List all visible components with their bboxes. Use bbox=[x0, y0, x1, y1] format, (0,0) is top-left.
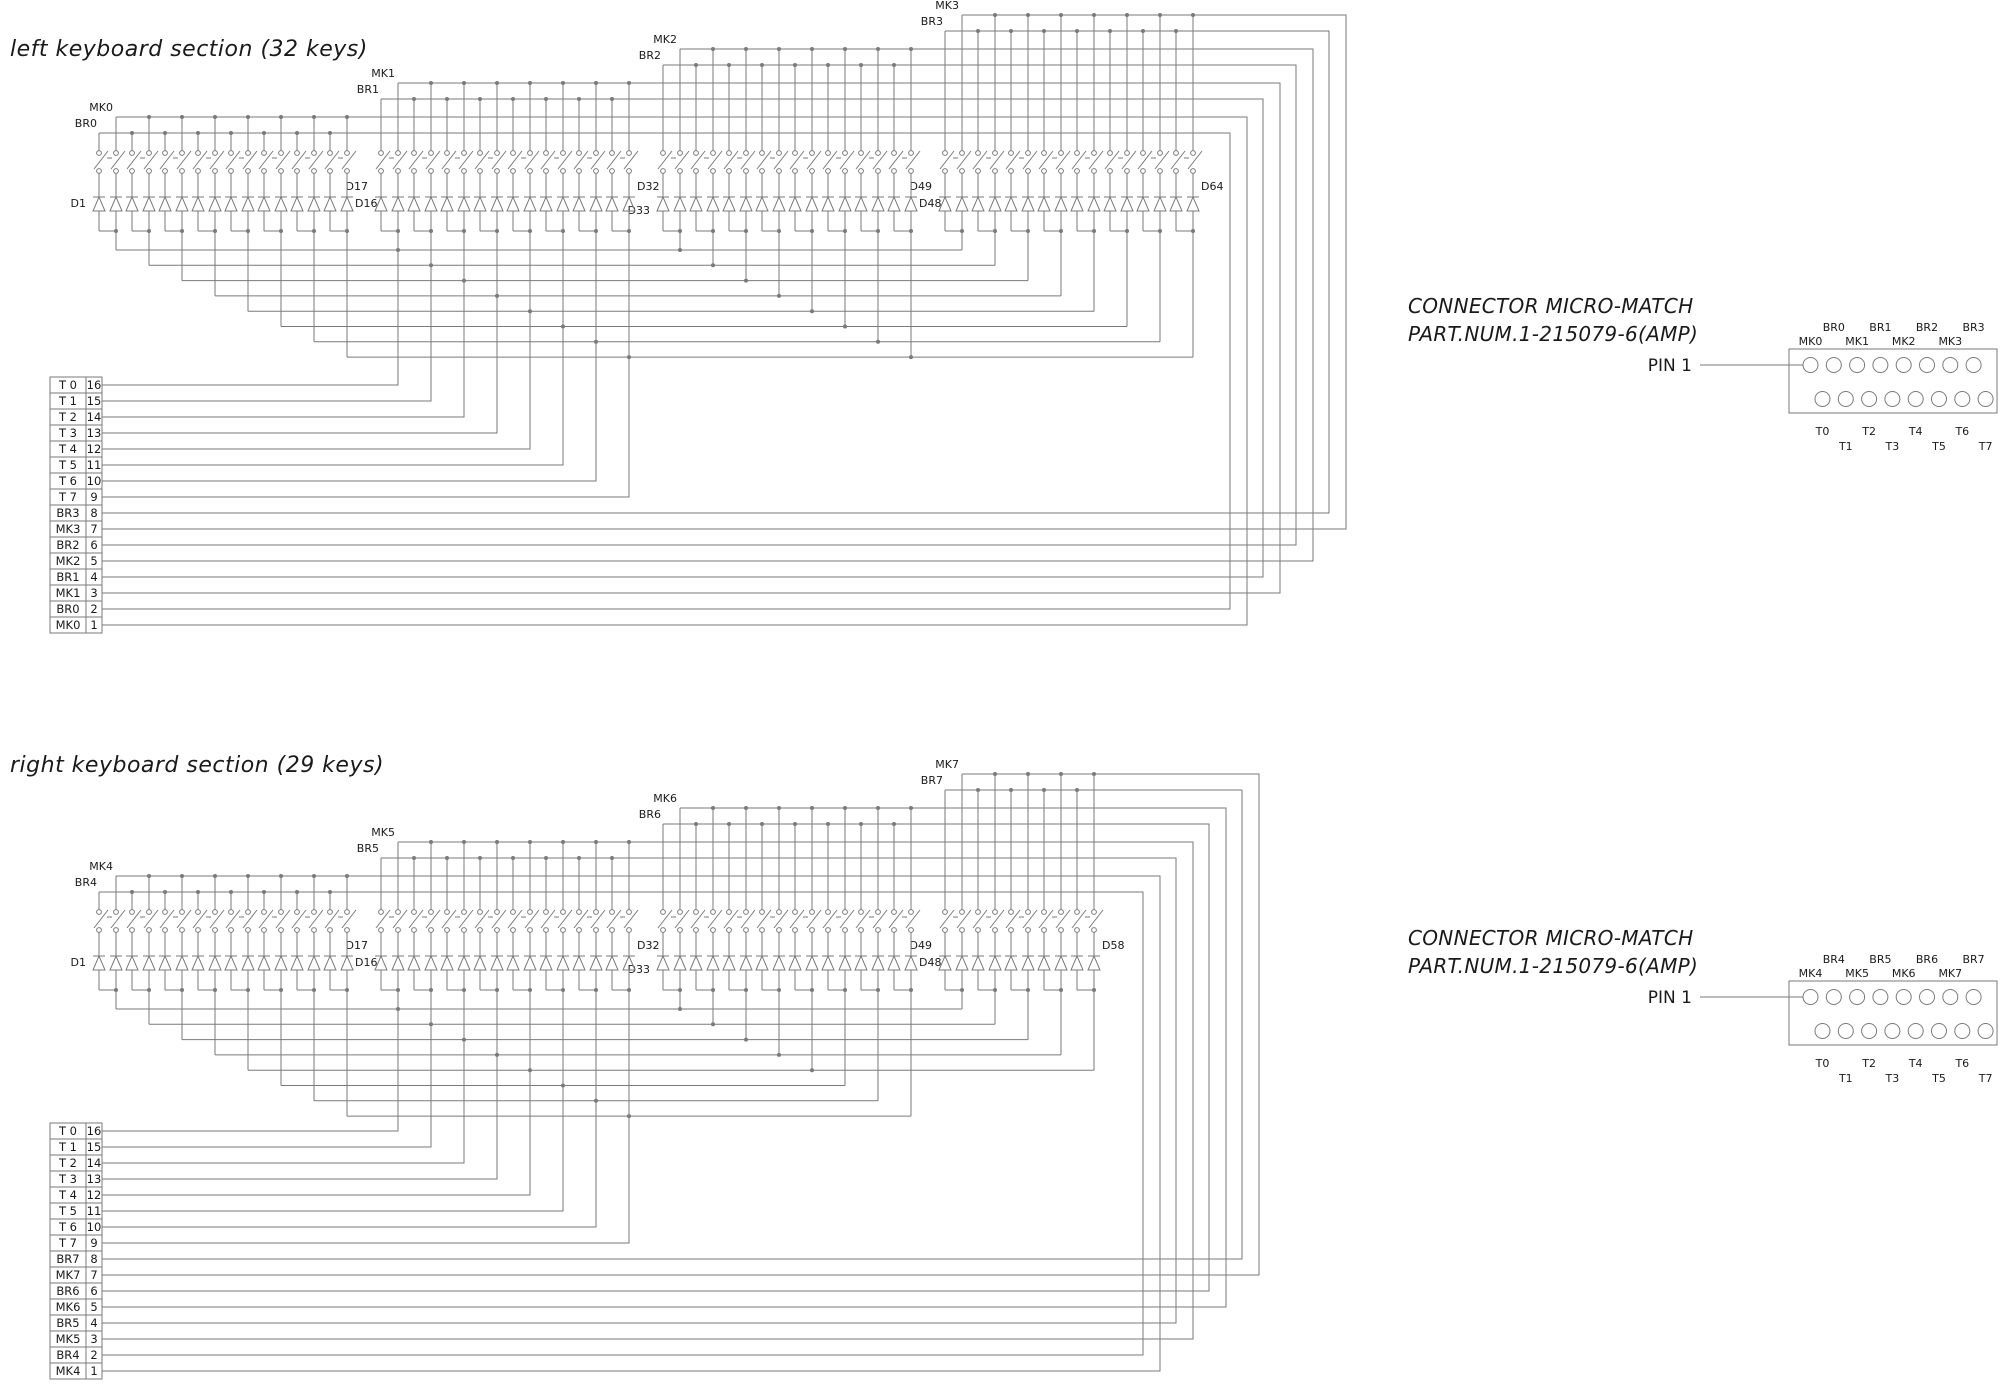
pin-row-signal: BR3 bbox=[56, 506, 80, 521]
pin-row-signal: T 5 bbox=[59, 458, 77, 473]
mk-line-label: MK1 bbox=[371, 67, 395, 80]
mk-line-label: MK3 bbox=[935, 0, 959, 12]
pin-row-signal: T 4 bbox=[59, 442, 77, 457]
pin-row-signal: BR7 bbox=[56, 1252, 80, 1267]
pin-row-number: 2 bbox=[90, 1348, 98, 1363]
connector-pin-hole bbox=[1896, 990, 1911, 1005]
connector-pin-hole bbox=[1862, 392, 1877, 407]
connector-pin-hole bbox=[1862, 1024, 1877, 1039]
pin-row-number: 9 bbox=[90, 1236, 98, 1251]
pin-row-signal: T 3 bbox=[59, 1172, 77, 1187]
connector-pin-hole bbox=[1873, 358, 1888, 373]
connector-pin-hole bbox=[1826, 990, 1841, 1005]
connector-top-label: BR2 bbox=[1915, 321, 1939, 334]
connector-bottom-label: T0 bbox=[1815, 1057, 1830, 1070]
section-title: left keyboard section (32 keys) bbox=[10, 37, 368, 62]
schematic-wires bbox=[50, 774, 1803, 1379]
connector-pin-hole bbox=[1943, 990, 1958, 1005]
pin-row-number: 7 bbox=[90, 1268, 98, 1283]
pin-row-signal: BR6 bbox=[56, 1284, 80, 1299]
pin-row-number: 4 bbox=[90, 1316, 98, 1331]
pin-row-signal: T 5 bbox=[59, 1204, 77, 1219]
diode-start-label: D17 bbox=[345, 939, 368, 952]
pin-row-signal: T 4 bbox=[59, 1188, 77, 1203]
pin-row-number: 16 bbox=[86, 378, 102, 393]
pin-row-number: 11 bbox=[86, 458, 102, 473]
pin-row-number: 14 bbox=[86, 1156, 102, 1171]
br-line-label: BR5 bbox=[356, 842, 379, 855]
pin-row-signal: T 1 bbox=[59, 394, 77, 409]
pin-row-signal: BR0 bbox=[56, 602, 80, 617]
connector-pin-hole bbox=[1978, 392, 1993, 407]
connector-pin-hole bbox=[1885, 392, 1900, 407]
connector-top-label: BR0 bbox=[1822, 321, 1845, 334]
connector-top-label: BR4 bbox=[1822, 953, 1845, 966]
mk-line-label: MK0 bbox=[89, 101, 113, 114]
pin-row-number: 5 bbox=[90, 1300, 98, 1315]
pin-row-signal: T 0 bbox=[59, 1124, 77, 1139]
pin-row-number: 5 bbox=[90, 554, 98, 569]
pin-row-signal: T 6 bbox=[59, 1220, 77, 1235]
diode-end-label: D48 bbox=[919, 197, 942, 210]
connector-bottom-label: T1 bbox=[1838, 1072, 1853, 1085]
connector-top-label: MK7 bbox=[1938, 967, 1963, 980]
connector-top-label: BR3 bbox=[1962, 321, 1985, 334]
diode-start-label: D1 bbox=[70, 197, 86, 210]
keyboard-section bbox=[10, 753, 1997, 1379]
pin-row-signal: T 1 bbox=[59, 1140, 77, 1155]
diode-start-label: D33 bbox=[627, 204, 650, 217]
micro-match-connector bbox=[1408, 926, 1997, 1085]
connector-pin-hole bbox=[1966, 358, 1981, 373]
pin-row-signal: BR2 bbox=[56, 538, 80, 553]
connector-top-label: BR6 bbox=[1915, 953, 1939, 966]
connector-pin-hole bbox=[1815, 392, 1830, 407]
connector-top-label: MK3 bbox=[1938, 335, 1963, 348]
connector-body bbox=[1789, 349, 1997, 413]
connector-bottom-label: T2 bbox=[1862, 1057, 1876, 1070]
connector-pin-hole bbox=[1978, 1024, 1993, 1039]
pin-row-number: 3 bbox=[90, 586, 98, 601]
connector-top-label: MK5 bbox=[1845, 967, 1869, 980]
br-line-label: BR0 bbox=[74, 117, 97, 130]
pin-row-signal: MK2 bbox=[55, 554, 81, 569]
connector-bottom-label: T6 bbox=[1955, 425, 1970, 438]
br-line-label: BR7 bbox=[920, 774, 943, 787]
connector-pin-hole bbox=[1838, 392, 1853, 407]
pin-row-signal: BR5 bbox=[56, 1316, 80, 1331]
diode-start-label: D49 bbox=[909, 180, 932, 193]
switch-contacts bbox=[97, 151, 1196, 174]
connector-pin-hole bbox=[1955, 392, 1970, 407]
connector-top-label: BR7 bbox=[1962, 953, 1985, 966]
pin-row-number: 6 bbox=[90, 538, 98, 553]
connector-bottom-label: T2 bbox=[1862, 425, 1876, 438]
diode-start-label: D33 bbox=[627, 963, 650, 976]
pin-row-number: 8 bbox=[90, 1252, 98, 1267]
pin-row-signal: T 2 bbox=[59, 1156, 77, 1171]
connector-bottom-label: T6 bbox=[1955, 1057, 1970, 1070]
pin-row-number: 6 bbox=[90, 1284, 98, 1299]
connector-bottom-label: T7 bbox=[1978, 440, 1993, 453]
diode-end-label: D16 bbox=[355, 956, 378, 969]
pin1-label: PIN 1 bbox=[1647, 988, 1692, 1008]
connector-pin-hole bbox=[1920, 990, 1935, 1005]
pin-row-number: 10 bbox=[86, 1220, 102, 1235]
diode-start-label: D49 bbox=[909, 939, 932, 952]
connector-bottom-label: T5 bbox=[1932, 440, 1946, 453]
connector-bottom-label: T0 bbox=[1815, 425, 1830, 438]
diode-end-label: D48 bbox=[919, 956, 942, 969]
mk-line-label: MK2 bbox=[653, 33, 677, 46]
connector-bottom-label: T5 bbox=[1932, 1072, 1946, 1085]
pin-row-number: 12 bbox=[86, 442, 102, 457]
pin-row-signal: MK7 bbox=[55, 1268, 81, 1283]
pin-row-number: 7 bbox=[90, 522, 98, 537]
pin1-label: PIN 1 bbox=[1647, 356, 1692, 376]
diode-end-label: D58 bbox=[1102, 939, 1125, 952]
pin-row-number: 15 bbox=[86, 1140, 102, 1155]
pin-row-number: 1 bbox=[90, 1364, 98, 1379]
connector-pin-hole bbox=[1943, 358, 1958, 373]
diode-end-label: D32 bbox=[637, 180, 660, 193]
br-line-label: BR2 bbox=[638, 49, 661, 62]
connector-pin-hole bbox=[1932, 392, 1947, 407]
mk-line-label: MK4 bbox=[89, 860, 113, 873]
pin-row-signal: BR1 bbox=[56, 570, 80, 585]
pin-row-number: 2 bbox=[90, 602, 98, 617]
connector-pin-hole bbox=[1815, 1024, 1830, 1039]
mk-line-label: MK6 bbox=[653, 792, 677, 805]
connector-pin-hole bbox=[1873, 990, 1888, 1005]
pin-row-number: 16 bbox=[86, 1124, 102, 1139]
connector-pin-hole bbox=[1908, 392, 1923, 407]
connector-top-label: BR1 bbox=[1869, 321, 1892, 334]
br-line-label: BR4 bbox=[74, 876, 97, 889]
connector-pin-hole bbox=[1955, 1024, 1970, 1039]
pin-row-number: 13 bbox=[86, 426, 102, 441]
connector-pin-hole bbox=[1920, 358, 1935, 373]
connector-title: CONNECTOR MICRO-MATCH bbox=[1408, 294, 1694, 318]
pin-row-number: 15 bbox=[86, 394, 102, 409]
pin-row-signal: T 0 bbox=[59, 378, 77, 393]
pin-row-number: 4 bbox=[90, 570, 98, 585]
pin-row-signal: MK0 bbox=[55, 618, 81, 633]
connector-top-label: BR5 bbox=[1869, 953, 1892, 966]
br-line-label: BR3 bbox=[920, 15, 943, 28]
connector-pin-hole bbox=[1838, 1024, 1853, 1039]
keyboard-section bbox=[10, 0, 1997, 633]
connector-bottom-label: T4 bbox=[1908, 425, 1923, 438]
connector-pin-hole bbox=[1966, 990, 1981, 1005]
connector-top-label: MK6 bbox=[1891, 967, 1916, 980]
connector-top-label: MK1 bbox=[1845, 335, 1869, 348]
pin-row-signal: MK1 bbox=[55, 586, 81, 601]
diode-start-label: D1 bbox=[70, 956, 86, 969]
pin-row-signal: MK5 bbox=[55, 1332, 81, 1347]
diode-end-label: D32 bbox=[637, 939, 660, 952]
pin-row-number: 3 bbox=[90, 1332, 98, 1347]
pin-row-number: 10 bbox=[86, 474, 102, 489]
pin-row-signal: T 2 bbox=[59, 410, 77, 425]
connector-pin-hole bbox=[1826, 358, 1841, 373]
connector-body bbox=[1789, 981, 1997, 1045]
pin-row-number: 1 bbox=[90, 618, 98, 633]
pin-row-signal: T 6 bbox=[59, 474, 77, 489]
connector-pin-hole bbox=[1803, 990, 1818, 1005]
connector-bottom-label: T3 bbox=[1885, 1072, 1900, 1085]
br-line-label: BR6 bbox=[638, 808, 661, 821]
connector-pin-hole bbox=[1850, 990, 1865, 1005]
connector-top-label: MK2 bbox=[1891, 335, 1916, 348]
connector-top-label: MK4 bbox=[1798, 967, 1823, 980]
connector-bottom-label: T3 bbox=[1885, 440, 1900, 453]
mk-line-label: MK5 bbox=[371, 826, 395, 839]
connector-bottom-label: T4 bbox=[1908, 1057, 1923, 1070]
connector-partnum: PART.NUM.1-215079-6(AMP) bbox=[1408, 322, 1699, 346]
pin-row-number: 13 bbox=[86, 1172, 102, 1187]
connector-pin-hole bbox=[1908, 1024, 1923, 1039]
pin-row-signal: T 7 bbox=[59, 1236, 77, 1251]
connector-pin-hole bbox=[1932, 1024, 1947, 1039]
pin-row-number: 14 bbox=[86, 410, 102, 425]
micro-match-connector bbox=[1408, 294, 1997, 453]
diode-start-label: D17 bbox=[345, 180, 368, 193]
mk-line-label: MK7 bbox=[935, 758, 959, 771]
pin-row-signal: T 7 bbox=[59, 490, 77, 505]
pin-row-signal: MK4 bbox=[55, 1364, 81, 1379]
connector-bottom-label: T1 bbox=[1838, 440, 1853, 453]
pin-row-number: 8 bbox=[90, 506, 98, 521]
connector-partnum: PART.NUM.1-215079-6(AMP) bbox=[1408, 954, 1699, 978]
connector-title: CONNECTOR MICRO-MATCH bbox=[1408, 926, 1694, 950]
br-line-label: BR1 bbox=[356, 83, 379, 96]
pin-row-signal: T 3 bbox=[59, 426, 77, 441]
diode-end-label: D64 bbox=[1201, 180, 1224, 193]
pin-row-signal: MK3 bbox=[55, 522, 81, 537]
connector-top-label: MK0 bbox=[1798, 335, 1823, 348]
pin-row-number: 9 bbox=[90, 490, 98, 505]
connector-pin-hole bbox=[1850, 358, 1865, 373]
connector-pin-hole bbox=[1885, 1024, 1900, 1039]
diode-end-label: D16 bbox=[355, 197, 378, 210]
pin-row-number: 12 bbox=[86, 1188, 102, 1203]
connector-bottom-label: T7 bbox=[1978, 1072, 1993, 1085]
section-title: right keyboard section (29 keys) bbox=[10, 753, 385, 778]
pin-row-signal: MK6 bbox=[55, 1300, 81, 1315]
pin-row-signal: BR4 bbox=[56, 1348, 80, 1363]
connector-pin-hole bbox=[1896, 358, 1911, 373]
pin-row-number: 11 bbox=[86, 1204, 102, 1219]
connector-pin-hole bbox=[1803, 358, 1818, 373]
